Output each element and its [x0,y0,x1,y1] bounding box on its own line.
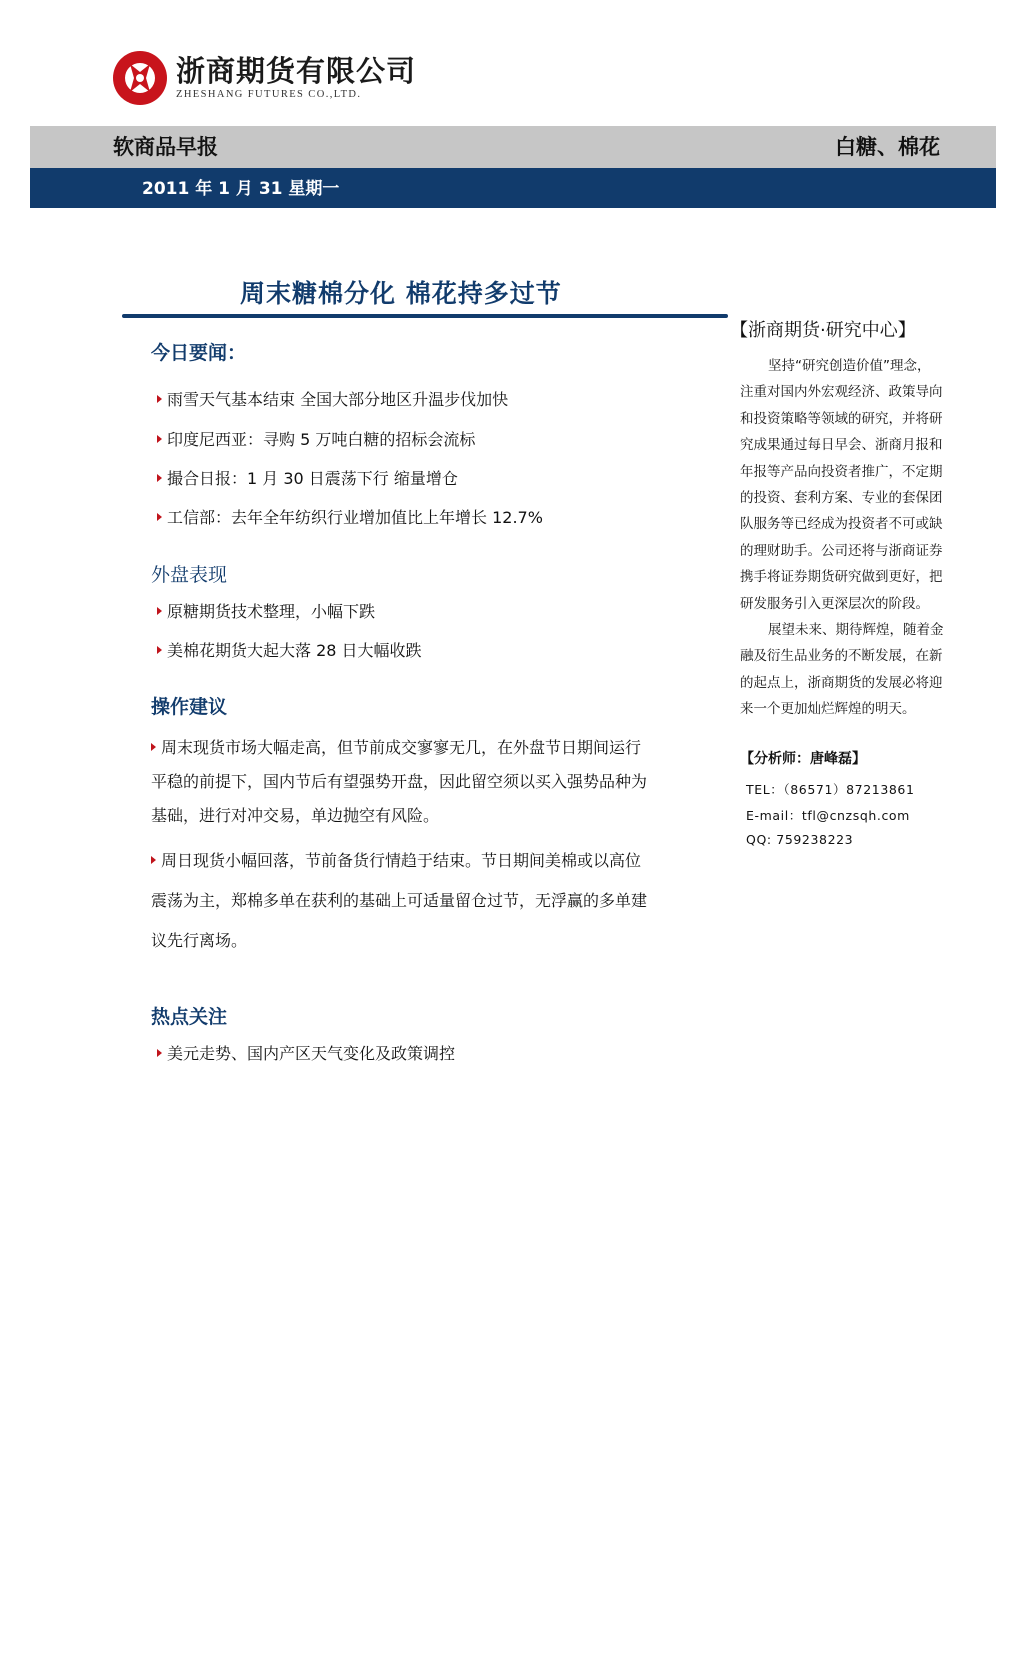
sidebar-intro: 坚持“研究创造价值”理念， 注重对国内外宏观经济、政策导向 和投资策略等领域的研究，并将研 究成果通过每日早会、浙商月报和 年报等产品向投资者推广，不定期 的投资、套利方案、专业的套保团 队服务等已经成为投资者不可或缺 的理财助手。公司还将与浙商证券 携手将证券期货研究做到更好，把 研发服务引入更深层次的阶段。 展望未来、期待辉煌，随着金 融及衍生品业务的不断发展，在新 的起点上，浙商期货的发展必将迎 来一个更加灿烂辉煌的明天。 [740,358,944,718]
bullet-arrow-icon [151,856,156,864]
list-item: 撮合日报：1 月 30 日震荡下行 缩量增仓 [157,466,458,489]
analyst-name: 【分析师：唐峰磊】 [740,751,866,767]
bullet-arrow-icon [157,474,162,482]
report-date: 2011 年 1 月 31 星期一 [142,179,340,199]
headline-divider [122,314,728,318]
page-headline: 周末糖棉分化 棉花持多过节 [240,279,562,308]
list-item: 印度尼西亚：寻购 5 万吨白糖的招标会流标 [157,427,475,450]
bullet-arrow-icon [157,395,162,403]
list-item: 美元走势、国内产区天气变化及政策调控 [157,1041,455,1064]
company-name-cn: 浙商期货有限公司 [176,54,417,88]
bullet-arrow-icon [157,607,162,615]
sidebar-title: 【浙商期货·研究中心】 [730,320,916,341]
list-item: 工信部：去年全年纺织行业增加值比上年增长 12.7% [157,505,543,528]
section-title-overseas: 外盘表现 [151,564,228,586]
section-title-advice: 操作建议 [151,696,228,718]
analyst-qq: QQ: 759238223 [746,832,854,847]
list-item: 雨雪天气基本结束 全国大部分地区升温步伐加快 [157,387,508,410]
section-title-focus: 热点关注 [151,1006,228,1028]
analyst-phone: TEL：（86571）87213861 [746,782,915,797]
company-name-en: ZHESHANG FUTURES CO.,LTD. [176,89,362,100]
advice-paragraph-1: 周末现货市场大幅走高，但节前成交寥寥无几，在外盘节日期间运行 平稳的前提下，国内节后有望强势开盘，因此留空须以买入强势品种为 基础，进行对冲交易，单边抛空有风险。 [151,738,648,825]
advice-paragraph-2: 周日现货小幅回落，节前备货行情趋于结束。节日期间美棉或以高位 震荡为主，郑棉多单在获利的基础上可适量留仓过节，无浮赢的多单建 议先行离场。 [151,851,648,950]
section-title-news: 今日要闻： [151,342,247,364]
company-logo-icon [112,50,168,106]
company-logo [112,48,416,108]
report-type: 软商品早报 [113,135,218,159]
bullet-arrow-icon [151,743,156,751]
list-item: 原糖期货技术整理，小幅下跌 [157,599,375,622]
bullet-arrow-icon [157,513,162,521]
report-topic: 白糖、棉花 [835,135,940,159]
analyst-email: E-mail：tfl@cnzsqh.com [746,808,910,823]
bullet-arrow-icon [157,1049,162,1057]
bullet-arrow-icon [157,435,162,443]
bullet-arrow-icon [157,646,162,654]
list-item: 美棉花期货大起大落 28 日大幅收跌 [157,638,422,661]
